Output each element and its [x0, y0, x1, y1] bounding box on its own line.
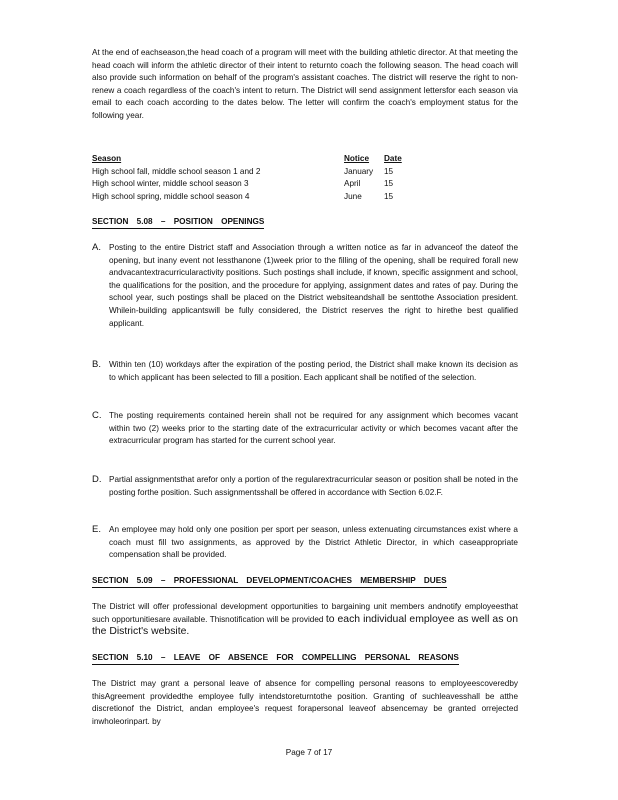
notice-day-cell: 15 — [384, 166, 394, 176]
item-label: A. — [92, 242, 101, 253]
section-508-heading: SECTION 5.08 – POSITION OPENINGS — [92, 216, 264, 229]
section-509-text-continued: to each individual employee as well as on the District's website. — [92, 613, 518, 638]
season-cell: High school winter, middle school season 3 — [92, 179, 249, 189]
table-row — [92, 191, 422, 204]
intro-paragraph: At the end of eachseason,the head coach of a program will meet with the building athletic director. At that meeting the head coach will inform the athletic director of their intent to returnto coach the following season. The head coach will also provide such information on behalf of the program's assistant coaches. The district will reserve the right to non-renew a coach regardless of the coach's intent to return. The District will send assignment lettersfor each season via email to each coach according to the dates below. The letter will confirm the coach's employment status for the following year. — [92, 48, 518, 120]
item-label: D. — [92, 474, 102, 485]
notice-header: Notice — [344, 154, 370, 163]
season-notice-table — [92, 153, 422, 203]
date-header: Date — [384, 154, 402, 163]
notice-month-cell: June — [344, 191, 362, 201]
table-row — [92, 178, 422, 191]
section-509-text: The District will offer professional development opportunities to bargaining unit members andnotify employeesthat such opportunitiesare available. Thisnotification will be provided — [92, 602, 518, 624]
item-text: Partial assignmentsthat arefor only a portion of the regularextracurricular season or position shall be noted in the posting forthe position. Such assignmentsshall be offered in accordance with Section 6.02.F. — [109, 475, 518, 497]
section-509-paragraph — [92, 601, 518, 639]
notice-day-cell: 15 — [384, 179, 394, 189]
section-510-heading: SECTION 5.10 – LEAVE OF ABSENCE FOR COMPELLING PERSONAL REASONS — [92, 652, 459, 665]
item-text: The posting requirements contained herein shall not be required for any assignment which becomes vacant within two (2) weeks prior to the starting date of the extracurricular activity or which becomes vacant after the extracurricular program has started for the current school year. — [109, 411, 518, 446]
list-item — [92, 410, 518, 448]
notice-month-cell: January — [344, 166, 374, 176]
notice-day-cell: 15 — [384, 191, 394, 201]
list-item — [92, 359, 518, 384]
season-cell: High school fall, middle school season 1 and 2 — [92, 166, 261, 176]
item-label: B. — [92, 359, 101, 370]
season-header: Season — [92, 154, 122, 163]
section-509-heading: SECTION 5.09 – PROFESSIONAL DEVELOPMENT/COACHES MEMBERSHIP DUES — [92, 575, 447, 588]
item-label: E. — [92, 524, 101, 535]
table-row — [92, 166, 422, 179]
list-item — [92, 474, 518, 499]
list-item — [92, 242, 518, 330]
item-label: C. — [92, 410, 102, 421]
notice-month-cell: April — [344, 179, 361, 189]
item-text: Posting to the entire District staff and Association through a written notice as far in advanceof the dateof the opening, but inany event not lessthanone (1)week prior to the filling of the opening, shall be required forall new andvacantextracurricularactivity positions. Such postings shall include, if known, specific assignment and school, the qualifications for the position, and the procedure for applying, assignment dates and rates of pay. During the school year, such postings shall be placed on the District websiteandshall be senttothe Association president. Whilein-building applicantswill be fully considered, the District reserves the right to hirethe best qualified applicant. — [109, 243, 518, 328]
season-cell: High school spring, middle school season 4 — [92, 191, 250, 201]
item-text: An employee may hold only one position per sport per season, unless extenuating circumstances exist where a coach must fill two assignments, as approved by the District Athletic Director, in which caseappropriate compensation shall be provided. — [109, 525, 518, 560]
season-table-header — [92, 153, 422, 166]
section-510-paragraph: The District may grant a personal leave of absence for compelling personal reasons to employeescoveredby thisAgreement providedthe employee fully intendstoreturntothe position. Granting of suchleavesshall be atthe discretionof the District, andan employee's request forapersonal leaveof absencemay be granted orrejected inwholeorinpart. by — [92, 679, 518, 726]
list-item — [92, 524, 518, 562]
page-number: Page 7 of 17 — [285, 748, 333, 757]
item-text: Within ten (10) workdays after the expiration of the posting period, the District shall make known its decision as to which applicant has been selected to fill a position. Each applicant shall be notified of the selection. — [109, 360, 518, 382]
